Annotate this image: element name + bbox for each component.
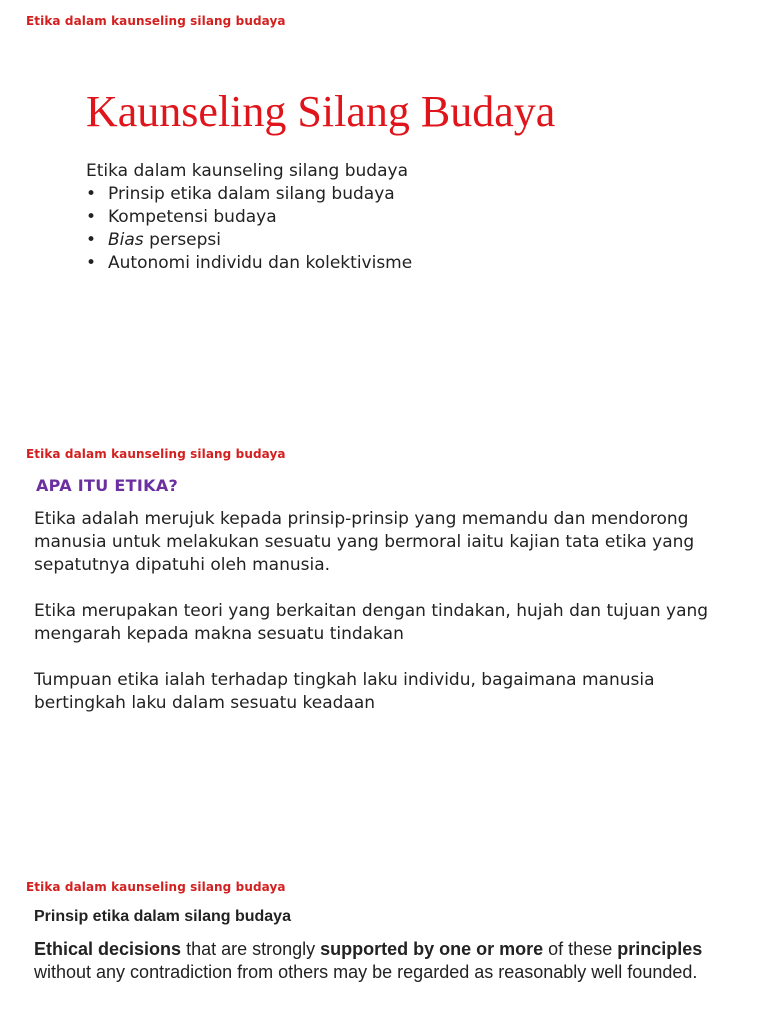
body-text: that are strongly bbox=[181, 939, 321, 959]
slide-header: Etika dalam kaunseling silang budaya bbox=[26, 447, 286, 461]
bold-text: Ethical decisions bbox=[34, 939, 182, 959]
slide-1 bbox=[0, 0, 768, 430]
bias-rest: persepsi bbox=[149, 230, 222, 250]
list-item: • Autonomi individu dan kolektivisme bbox=[86, 252, 412, 275]
intro-line: Etika dalam kaunseling silang budaya bbox=[86, 161, 408, 181]
paragraph: Etika adalah merujuk kepada prinsip-prinsip yang memandu dan mendorong manusia untuk melakukan sesuatu yang bermoral iaitu kajian tata etika yang sepatutnya dipatuhi oleh manusia. bbox=[34, 509, 695, 575]
slide-header: Etika dalam kaunseling silang budaya bbox=[26, 880, 286, 894]
slide-title: Kaunseling Silang Budaya bbox=[86, 87, 556, 136]
bold-text: principles bbox=[617, 939, 703, 959]
paragraph: Tumpuan etika ialah terhadap tingkah laku individu, bagaimana manusia bertingkah laku dalam sesuatu keadaan bbox=[34, 670, 655, 713]
body-text: of these bbox=[543, 939, 618, 959]
list-item: • Kompetensi budaya bbox=[86, 206, 412, 229]
slide-body bbox=[34, 508, 714, 738]
list-item bbox=[86, 229, 412, 252]
slide-2 bbox=[0, 440, 768, 870]
list-item: • Prinsip etika dalam silang budaya bbox=[86, 183, 412, 206]
slide-header: Etika dalam kaunseling silang budaya bbox=[26, 14, 286, 28]
paragraph: Etika merupakan teori yang berkaitan dengan tindakan, hujah dan tujuan yang mengarah kepada makna sesuatu tindakan bbox=[34, 601, 709, 644]
bias-word: Bias bbox=[108, 230, 144, 250]
slide-3 bbox=[0, 870, 768, 1024]
section-title: APA ITU ETIKA? bbox=[36, 476, 179, 495]
bullet-list bbox=[86, 183, 412, 275]
bold-text: supported by one or more bbox=[320, 939, 544, 959]
slide-body bbox=[86, 160, 412, 275]
body-text: without any contradiction from others may be regarded as reasonably well founded. bbox=[34, 962, 698, 982]
section-title: Prinsip etika dalam silang budaya bbox=[34, 908, 291, 925]
slide-body bbox=[34, 938, 714, 984]
